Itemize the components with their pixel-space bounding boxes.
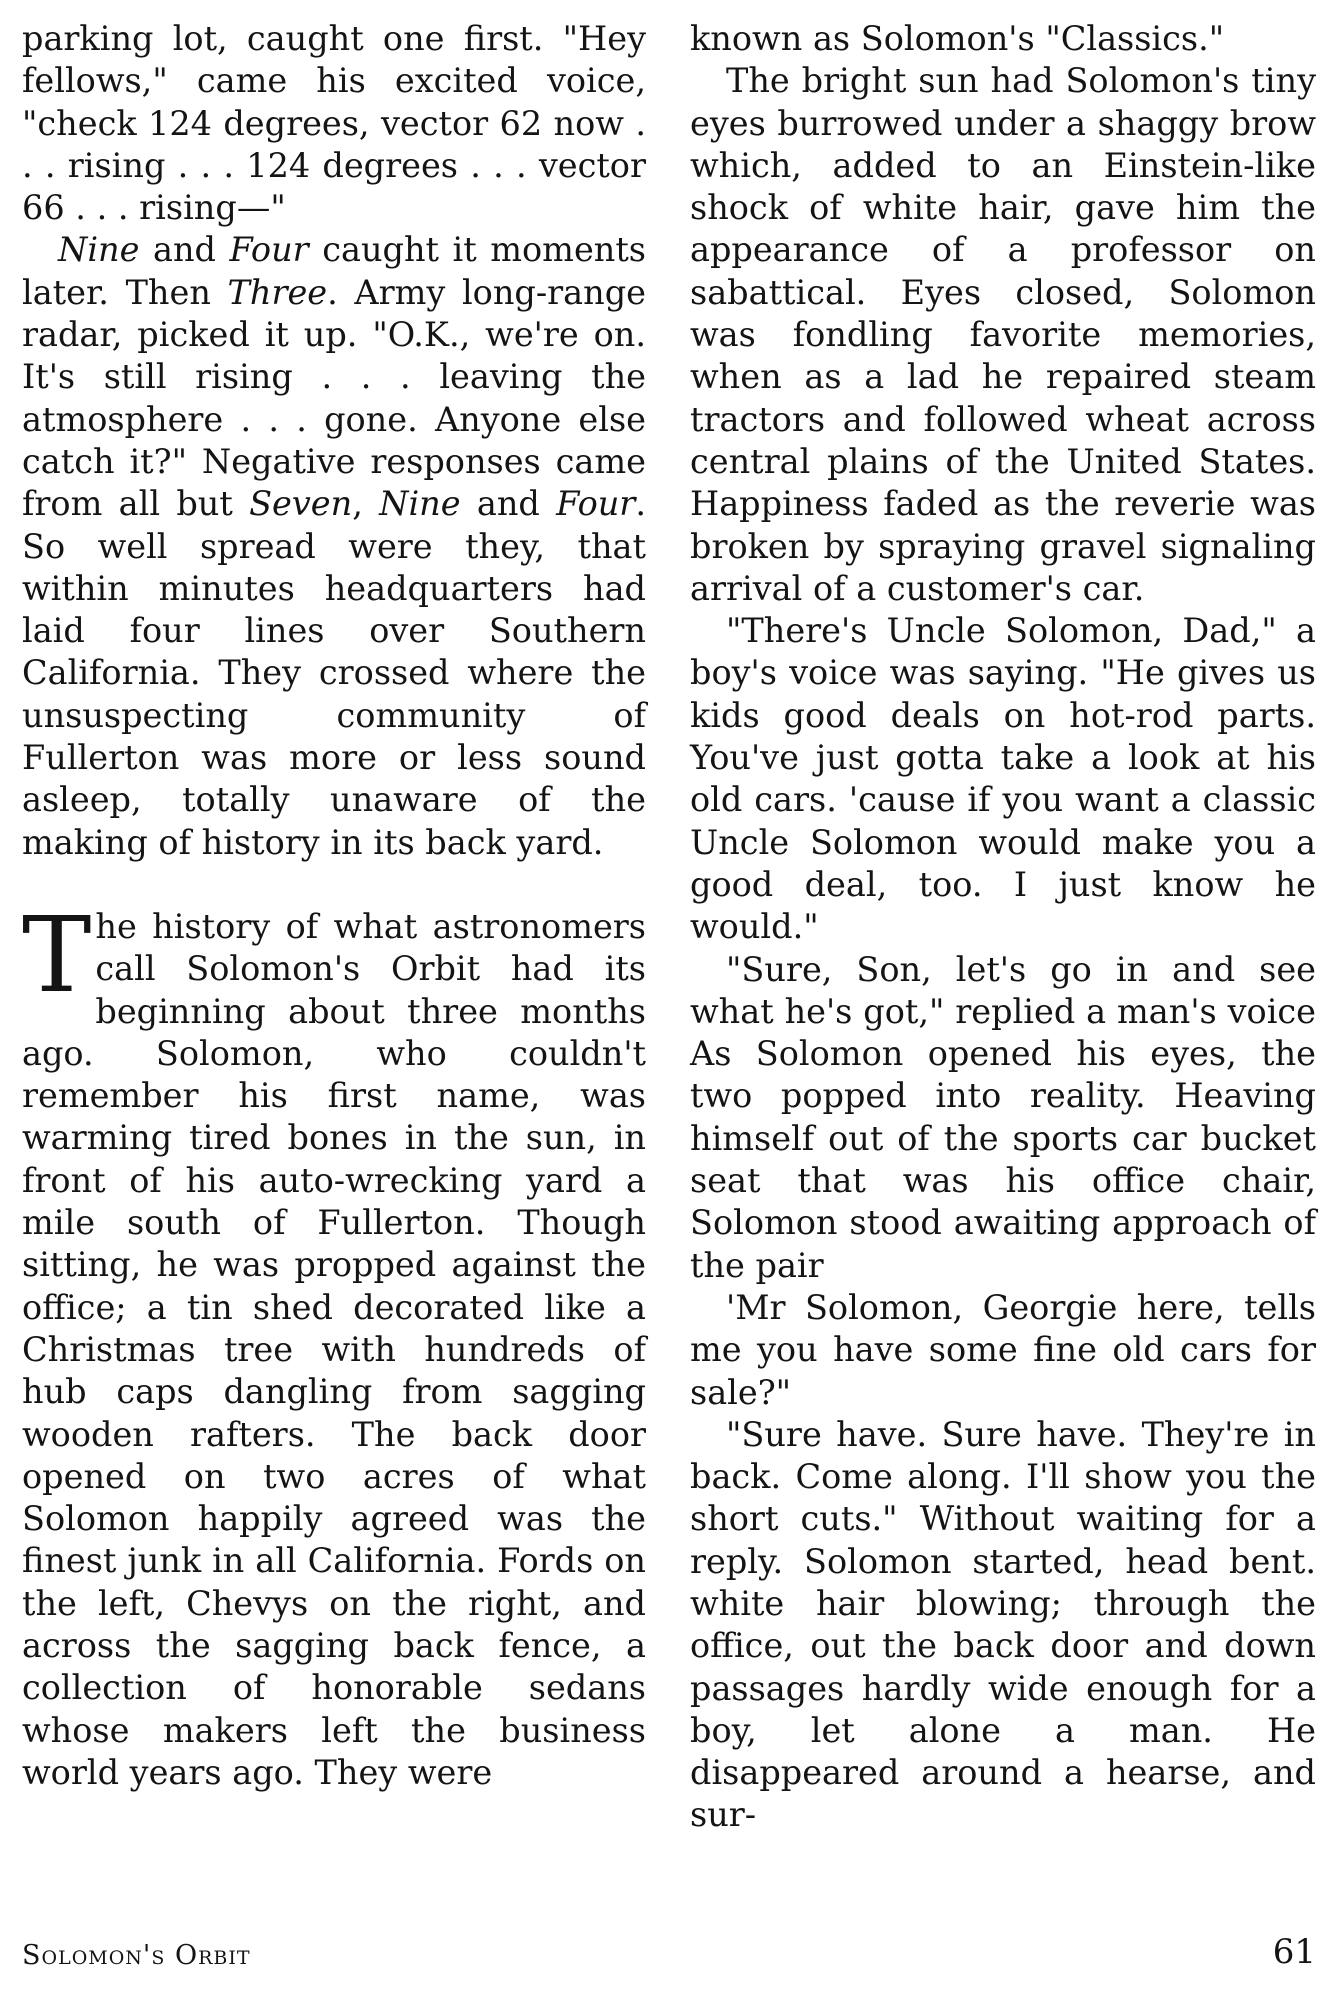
text-run: he history of what astronomers call Solomon's Orbit had its beginning about three months ago. Solomon, who couldn't remember his first name, was warming tired bones in the sun, in front of his auto-wrecking yard a mile south of Fullerton. Though sitting, he was propped against the office; a tin shed decorated like a Christmas tree with hundreds of hub caps dangling from sagging wooden rafters. The back door opened on two acres of what Solomon happily agreed was the finest junk in all California. Fords on the left, Chevys on the right, and across the sagging back fence, a collection of honorable sedans whose makers left the business world years ago. They were [22, 906, 646, 1792]
paragraph-with-dropcap [22, 893, 646, 1794]
text-run: and [139, 230, 230, 270]
page-number: 61 [1272, 1932, 1316, 1972]
italic-name: Four [229, 230, 309, 270]
text-run: and [460, 484, 557, 524]
italic-name: Seven [249, 484, 353, 524]
paragraph: "There's Uncle Solomon, Dad," a boy's voice was saying. "He gives us kids good deals on hot-rod parts. You've just gotta take a look at his old cars. 'cause if you want a classic Uncle Solomon would make you a good deal, too. I just know he would." [690, 611, 1316, 947]
paragraph: "Sure have. Sure have. They're in back. Come along. I'll show you the short cuts." Without waiting for a reply. Solomon started, head bent. white hair blowing; through the office, out the back door and down passages hardly wide enough for a boy, let alone a man. He disappeared around a hearse, and sur- [690, 1414, 1316, 1835]
text-run: , [352, 484, 380, 524]
italic-name: Nine [58, 230, 140, 270]
paragraph: 'Mr Solomon, Georgie here, tells me you have some fine old cars for sale?" [690, 1287, 1316, 1412]
drop-cap: T [22, 893, 92, 1016]
text-run: caught it moments later. Then [22, 230, 646, 312]
italic-name: Three [227, 272, 328, 312]
italic-name: Four [556, 484, 636, 524]
paragraph: parking lot, caught one first. "Hey fellows," came his excited voice, "check 124 degrees, vector 62 now . . . rising . . . 124 degrees . . . vector 66 . . . rising—" [22, 19, 646, 228]
italic-name: Nine [379, 484, 461, 524]
text-run: . Army long-range radar, picked it up. "O.K., we're on. It's still rising . . . leaving the atmosphere . . . gone. Anyone else catch it?" Negative responses came from all but [22, 272, 646, 524]
right-column [690, 18, 1316, 1837]
left-column [22, 18, 646, 1794]
text-run: . So well spread were they, that within minutes headquarters had laid four lines over Southern California. They crossed where the unsuspecting community of Fullerton was more or less sound asleep, totally unaware of the making of history in its back yard. [22, 484, 646, 862]
paragraph: The bright sun had Solomon's tiny eyes burrowed under a shaggy brow which, added to an Einstein-like shock of white hair, gave him the appearance of a professor on sabattical. Eyes closed, Solomon was fondling favorite memories, when as a lad he repaired steam tractors and followed wheat across central plains of the United States. Happiness faded as the reverie was broken by spraying gravel signaling arrival of a customer's car. [690, 61, 1316, 608]
paragraph: known as Solomon's "Classics." [690, 19, 1225, 58]
paragraph: "Sure, Son, let's go in and see what he's got," replied a man's voice As Solomon opened his eyes, the two popped into reality. Heaving himself out of the sports car bucket seat that was his office chair, Solomon stood awaiting approach of the pair [690, 949, 1316, 1285]
section-break [22, 864, 646, 906]
page-footer [22, 1932, 1316, 1976]
paragraph [22, 229, 646, 863]
running-head: Solomon's Orbit [22, 1940, 251, 1971]
